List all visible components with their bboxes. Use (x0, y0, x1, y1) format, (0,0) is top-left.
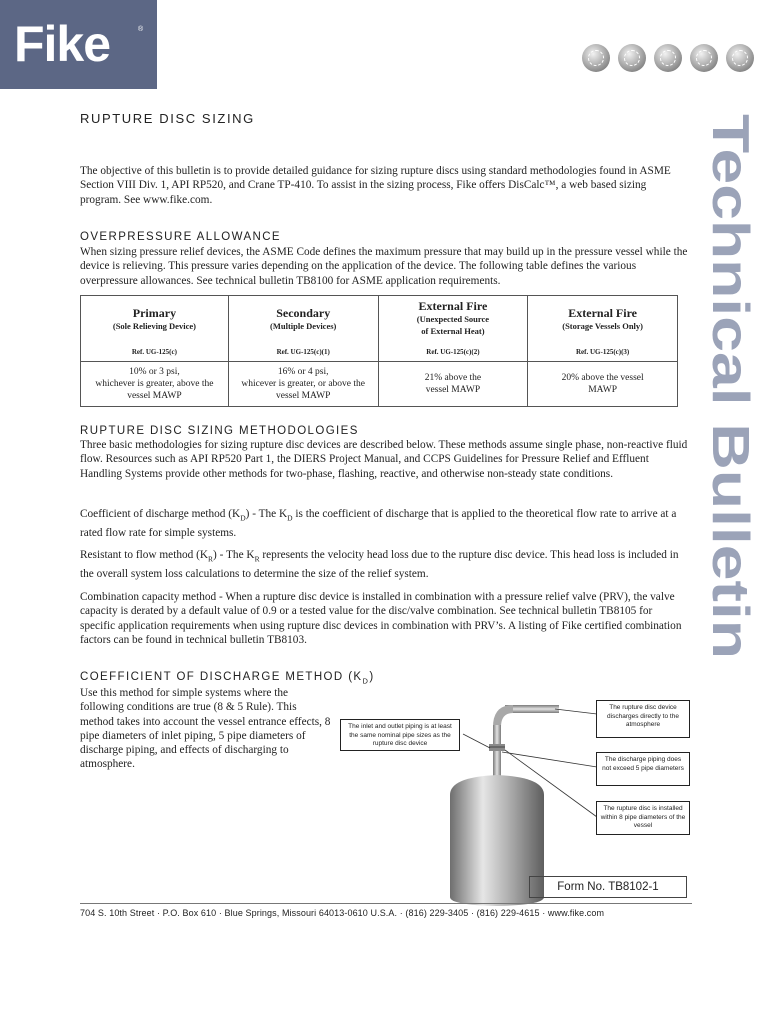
kd-method-paragraph (80, 507, 690, 540)
vertical-pipe (493, 725, 501, 780)
cell-line: 10% or 3 psi, (129, 367, 180, 377)
combination-method-paragraph: Combination capacity method - When a rupture disc device is installed in combination with a pressure relief valve (PRV), the valve capacity is derated by a default value of 0.9 or a tested value for the disc/valve combination. See technical bulletin TB8105 for specific application requirements when using rupture disc devices in combination with PRV’s. A listing of Fike certified combination factors can be found in technical bulletin TB8103. (80, 591, 682, 646)
cell-line: vessel MAWP (425, 385, 481, 395)
kr-subscript-2: R (254, 554, 260, 564)
pipe-elbow (493, 705, 513, 727)
cell-line: 16% or 4 psi, (277, 367, 329, 377)
col-sub: of External Heat) (421, 326, 485, 336)
methodologies-intro: Three basic methodologies for sizing rupture disc devices are described below. These methods assume single phase, non-reactive fluid flow. Resources such as API RP520 Part 1, the DIERS Project Manual, and CCPS Guidelines for Pressure Relief and Effluent Handling Systems provide other methods for two-phase, flashing, reactive, and otherwise non-steady state conditions. (80, 439, 688, 480)
logo-text: Fike (14, 16, 111, 72)
callout-inlet-piping: The inlet and outlet piping is at least the same nominal pipe sizes as the rupture disc device (340, 719, 460, 751)
col-secondary (228, 296, 378, 362)
col-sub: (Multiple Devices) (270, 321, 337, 331)
col-ref: Ref. UG-125(c)(2) (426, 348, 480, 356)
col-ref: Ref. UG-125(c)(3) (576, 348, 630, 356)
overpressure-paragraph: When sizing pressure relief devices, the ASME Code defines the maximum pressure that may build up in the pressure vessel while the device is relieving. This pressure varies depending on the application of the device. The following table defines the various overpressure allowances. See technical bulletin TB8100 for ASME application requirements. (80, 246, 688, 287)
explosion-vent-icon (582, 44, 610, 72)
table-cell (378, 362, 528, 407)
kr-text-a: Resistant to flow method (K (80, 549, 209, 561)
detection-icon (690, 44, 718, 72)
kd-text-c: is the coefficient of discharge that is applied to the theoretical flow rate to arrive at a rated flow rate for simple systems. (80, 508, 677, 539)
kr-subscript: R (208, 554, 214, 564)
col-name: External Fire (418, 299, 488, 313)
table-cell (228, 362, 378, 407)
col-sub: (Sole Relieving Device) (112, 321, 196, 331)
col-name: External Fire (568, 306, 638, 320)
col-external-fire-storage (528, 296, 678, 362)
table-value-row (81, 362, 678, 407)
cell-line: vessel MAWP (127, 391, 182, 401)
callout-discharge-atmosphere: The rupture disc device discharges directly to the atmosphere (596, 700, 690, 738)
table-cell (528, 362, 678, 407)
product-icons (582, 44, 754, 74)
callout-discharge-piping: The discharge piping does not exceed 5 pipe diameters (596, 752, 690, 786)
side-title-text: Technical Bulletin (701, 114, 759, 556)
cell-line: whichever is greater, above the (95, 379, 214, 389)
col-external-fire-unexpected (378, 296, 528, 362)
overpressure-table (80, 295, 678, 407)
col-ref: Ref. UG-125(c) (131, 348, 177, 356)
kd-method-paragraph-body: Use this method for simple systems where the following conditions are true (8 & 5 Rule). This method takes into account the vessel entrance effects, 8 pipe diameters of inlet piping, 5 pipe diameters of discharge piping, and effects of discharging to atmosphere. (80, 687, 331, 771)
kd-subscript-2: D (287, 513, 293, 523)
col-primary (81, 296, 229, 362)
footer-divider (80, 903, 692, 904)
fike-logo (0, 0, 157, 89)
page-title: RUPTURE DISC SIZING (80, 111, 255, 126)
kr-text-b: ) - The K (213, 549, 255, 561)
side-title (697, 112, 759, 672)
rupture-disc-icon (618, 44, 646, 72)
methodologies-heading: RUPTURE DISC SIZING METHODOLOGIES (80, 425, 359, 437)
kd-text-b: ) - The K (245, 508, 288, 520)
kr-text-c: represents the velocity head loss due to the rupture disc device. This head loss is included in the overall system loss calculations to determine the size of the relief system. (80, 549, 679, 580)
discharge-pipe-horizontal (505, 705, 559, 713)
overpressure-heading: OVERPRESSURE ALLOWANCE (80, 231, 282, 243)
table-header-row (81, 296, 678, 362)
kd-heading-subscript: D (362, 676, 370, 686)
cell-line: whicever is greater, or above the (241, 379, 365, 389)
kd-heading-end: ) (369, 671, 375, 683)
kd-text-a: Coefficient of discharge method (K (80, 508, 241, 520)
form-number: Form No. TB8102-1 (529, 876, 687, 898)
col-name: Secondary (276, 306, 331, 320)
cell-line: vessel MAWP (276, 391, 331, 401)
kd-heading-text: COEFFICIENT OF DISCHARGE METHOD (K (80, 671, 363, 683)
kd-subscript: D (240, 513, 246, 523)
col-sub: (Unexpected Source (416, 314, 490, 324)
cell-line: 20% above the vessel (561, 373, 644, 383)
callout-installed-within: The rupture disc is installed within 8 pipe diameters of the vessel (596, 801, 690, 835)
cell-line: MAWP (588, 385, 618, 395)
kd-method-heading (80, 671, 375, 685)
col-ref: Ref. UG-125(c)(1) (276, 348, 330, 356)
vessel-diagram (330, 692, 690, 907)
col-sub: (Storage Vessels Only) (562, 321, 643, 331)
footer-address: 704 S. 10th Street · P.O. Box 610 · Blue Springs, Missouri 64013-0610 U.S.A. · (816) 229-3405 · (816) 229-4615 · www.fike.com (80, 908, 605, 918)
table-cell (81, 362, 229, 407)
col-name: Primary (132, 306, 177, 320)
kr-method-paragraph (80, 548, 690, 581)
registered-mark: ® (138, 26, 144, 33)
suppression-icon (654, 44, 682, 72)
cell-line: 21% above the (424, 373, 482, 383)
intro-paragraph: The objective of this bulletin is to provide detailed guidance for sizing rupture discs using standard methodologies found in ASME Section VIII Div. 1, API RP520, and Crane TP-410. To assist in the sizing process, Fike offers DisCalc™, a web based sizing program. See www.fike.com. (80, 165, 671, 206)
sprinkler-icon (726, 44, 754, 72)
